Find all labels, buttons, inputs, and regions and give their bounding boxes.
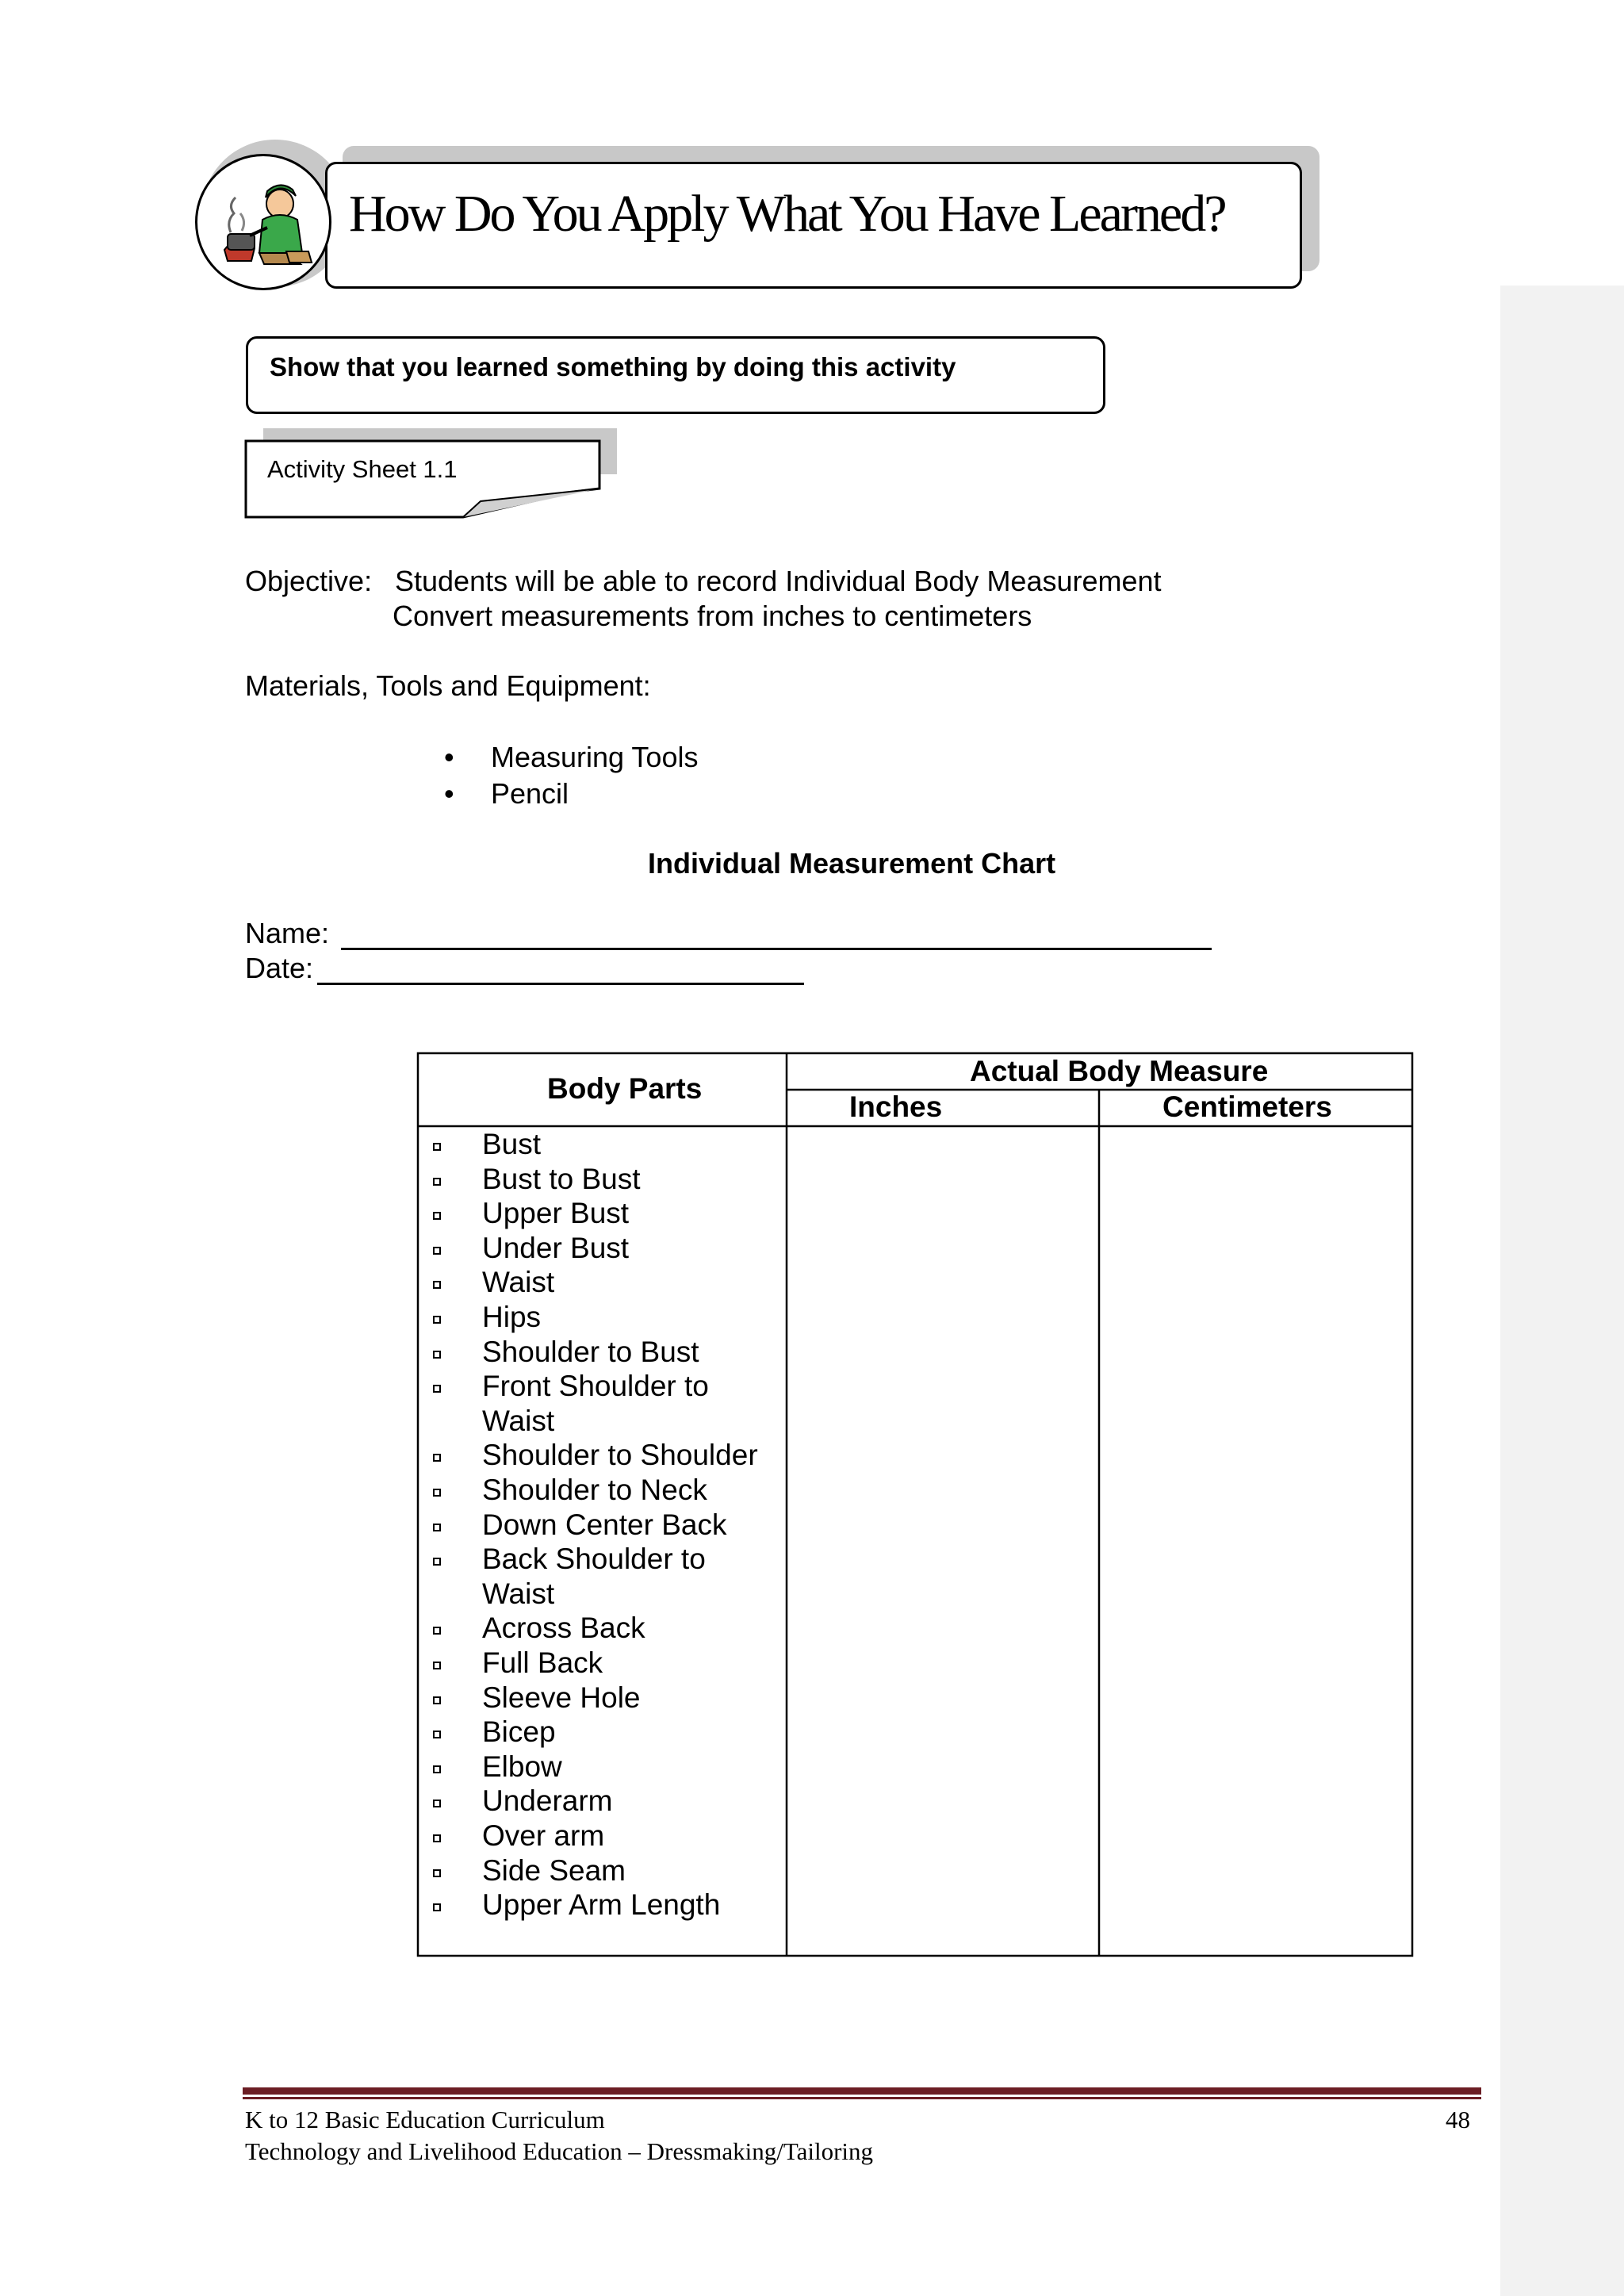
square-bullet-icon: [433, 1454, 441, 1462]
body-part-label: Upper Arm Length: [482, 1888, 721, 1922]
square-bullet-icon: [433, 1489, 441, 1497]
objective-label: Objective:: [245, 565, 373, 597]
square-bullet-icon: [433, 1869, 441, 1877]
body-part-label: Down Center Back: [482, 1508, 727, 1541]
square-bullet-icon: [433, 1351, 441, 1359]
body-part-label: Back Shoulder to: [482, 1543, 706, 1576]
body-part-label: Sleeve Hole: [482, 1681, 641, 1714]
body-part-label: Front Shoulder to: [482, 1370, 709, 1403]
body-part-label: Shoulder to Neck: [482, 1474, 707, 1506]
square-bullet-icon: [433, 1316, 441, 1324]
square-bullet-icon: [433, 1800, 441, 1807]
footer-curriculum: K to 12 Basic Education Curriculum: [245, 2106, 605, 2133]
bullet-icon: •: [444, 741, 454, 773]
square-bullet-icon: [433, 1281, 441, 1289]
objective-line-1: Students will be able to record Individual Body Measurement: [395, 565, 1162, 597]
square-bullet-icon: [433, 1247, 441, 1255]
square-bullet-icon: [433, 1765, 441, 1773]
body-part-label: Full Back: [482, 1646, 603, 1679]
body-parts-list: [433, 1128, 782, 1953]
square-bullet-icon: [433, 1903, 441, 1911]
activity-sheet-label: Activity Sheet 1.1: [267, 455, 458, 483]
header-icon-circle: [195, 154, 331, 290]
page-edge-shadow: [1500, 286, 1624, 2296]
footer-rule-thick: [243, 2087, 1481, 2095]
square-bullet-icon: [433, 1834, 441, 1842]
body-part-label: Waist: [482, 1404, 555, 1437]
square-bullet-icon: [433, 1731, 441, 1738]
square-bullet-icon: [433, 1178, 441, 1186]
column-header-body-parts: Body Parts: [547, 1072, 703, 1105]
body-part-label: Shoulder to Bust: [482, 1335, 699, 1368]
cooking-boy-icon: [197, 156, 329, 288]
instruction-text: Show that you learned something by doing this activity: [270, 352, 956, 381]
body-part-label: Across Back: [482, 1612, 645, 1645]
body-part-label: Bicep: [482, 1715, 556, 1749]
square-bullet-icon: [433, 1696, 441, 1704]
page-title: How Do You Apply What You Have Learned?: [349, 185, 1225, 243]
bullet-icon: •: [444, 777, 454, 810]
square-bullet-icon: [433, 1662, 441, 1669]
date-field[interactable]: [317, 983, 804, 985]
page-number: 48: [1446, 2106, 1470, 2133]
column-header-centimeters: Centimeters: [1162, 1091, 1332, 1123]
body-part-label: Upper Bust: [482, 1197, 630, 1230]
square-bullet-icon: [433, 1558, 441, 1566]
square-bullet-icon: [433, 1212, 441, 1220]
date-label: Date:: [245, 952, 314, 984]
square-bullet-icon: [433, 1143, 441, 1151]
body-part-label: Elbow: [482, 1750, 562, 1783]
body-part-label: Over arm: [482, 1819, 605, 1852]
body-part-label: Shoulder to Shoulder: [482, 1439, 758, 1472]
body-part-label: Underarm: [482, 1784, 613, 1818]
body-part-label: Waist: [482, 1266, 555, 1299]
body-part-label: Under Bust: [482, 1231, 630, 1264]
objective-line-2: Convert measurements from inches to centimeters: [393, 600, 1032, 632]
material-item: Measuring Tools: [491, 741, 699, 773]
body-part-label: Waist: [482, 1577, 555, 1610]
square-bullet-icon: [433, 1385, 441, 1393]
square-bullet-icon: [433, 1524, 441, 1531]
body-part-label: Side Seam: [482, 1853, 626, 1887]
chart-title: Individual Measurement Chart: [648, 847, 1056, 880]
materials-label: Materials, Tools and Equipment:: [245, 669, 651, 702]
column-header-actual-measure: Actual Body Measure: [970, 1055, 1269, 1087]
footer-subject: Technology and Livelihood Education – Dressmaking/Tailoring: [245, 2137, 874, 2165]
name-label: Name:: [245, 917, 330, 949]
column-header-inches: Inches: [849, 1091, 943, 1123]
body-part-label: Hips: [482, 1301, 542, 1333]
name-field[interactable]: [341, 948, 1212, 950]
footer-rule-thin: [243, 2097, 1481, 2099]
body-part-label: Bust to Bust: [482, 1162, 641, 1195]
square-bullet-icon: [433, 1627, 441, 1635]
material-item: Pencil: [491, 777, 569, 810]
body-part-label: Bust: [482, 1128, 542, 1160]
